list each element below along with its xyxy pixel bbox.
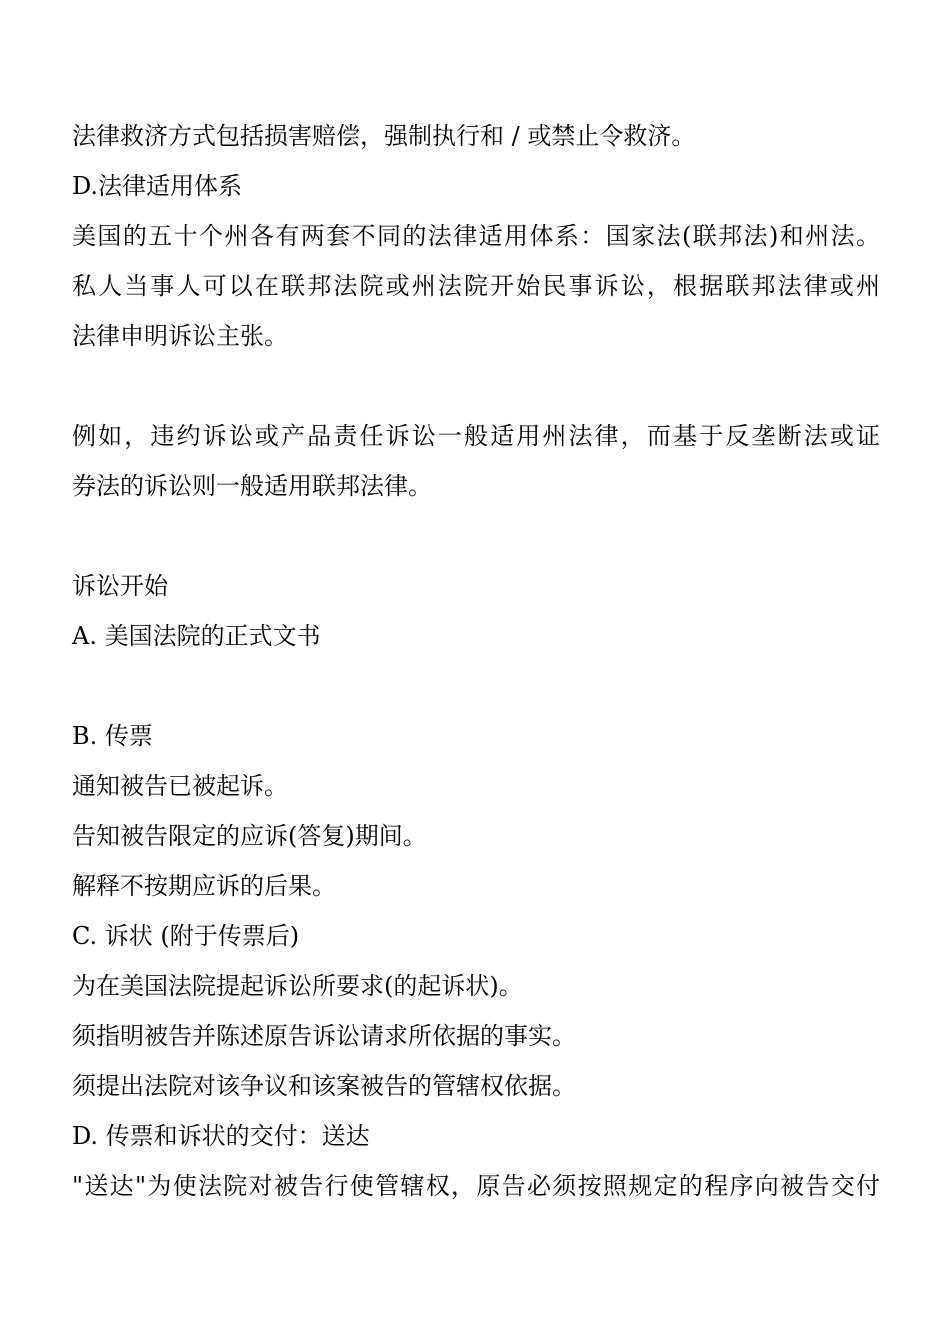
text-line: 法律救济方式包括损害赔偿，强制执行和 / 或禁止令救济。 bbox=[72, 122, 696, 150]
text-line: 告知被告限定的应诉(答复)期间。 bbox=[72, 822, 427, 850]
text-line: 法律申明诉讼主张。 bbox=[72, 322, 288, 350]
section-heading: D.法律适用体系 bbox=[72, 172, 243, 200]
text-line: 须指明被告并陈述原告诉讼请求所依据的事实。 bbox=[72, 1022, 576, 1050]
text-line: "送达"为使法院对被告行使管辖权，原告必须按照规定的程序向被告交付 bbox=[72, 1172, 880, 1200]
blank-line bbox=[72, 361, 880, 411]
text-line: 例如，违约诉讼或产品责任诉讼一般适用州法律，而基于反垄断法或证 bbox=[72, 422, 880, 450]
text-line: 美国的五十个州各有两套不同的法律适用体系：国家法(联邦法)和州法。 bbox=[72, 222, 880, 250]
section-heading: 诉讼开始 bbox=[72, 572, 168, 600]
blank-line bbox=[72, 511, 880, 561]
text-line: 须提出法院对该争议和该案被告的管辖权依据。 bbox=[72, 1072, 576, 1100]
subsection-heading: D. 传票和诉状的交付：送达 bbox=[72, 1122, 370, 1150]
text-line: 解释不按期应诉的后果。 bbox=[72, 872, 336, 900]
text-line: 私人当事人可以在联邦法院或州法院开始民事诉讼，根据联邦法律或州 bbox=[72, 272, 880, 300]
blank-line bbox=[72, 661, 880, 711]
subsection-heading: C. 诉状 (附于传票后) bbox=[72, 922, 300, 950]
subsection-heading: A. 美国法院的正式文书 bbox=[72, 622, 321, 650]
document-body bbox=[72, 111, 880, 1211]
text-line: 为在美国法院提起诉讼所要求(的起诉状)。 bbox=[72, 972, 523, 1000]
text-line: 券法的诉讼则一般适用联邦法律。 bbox=[72, 472, 432, 500]
subsection-heading: B. 传票 bbox=[72, 722, 153, 750]
text-line: 通知被告已被起诉。 bbox=[72, 772, 288, 800]
